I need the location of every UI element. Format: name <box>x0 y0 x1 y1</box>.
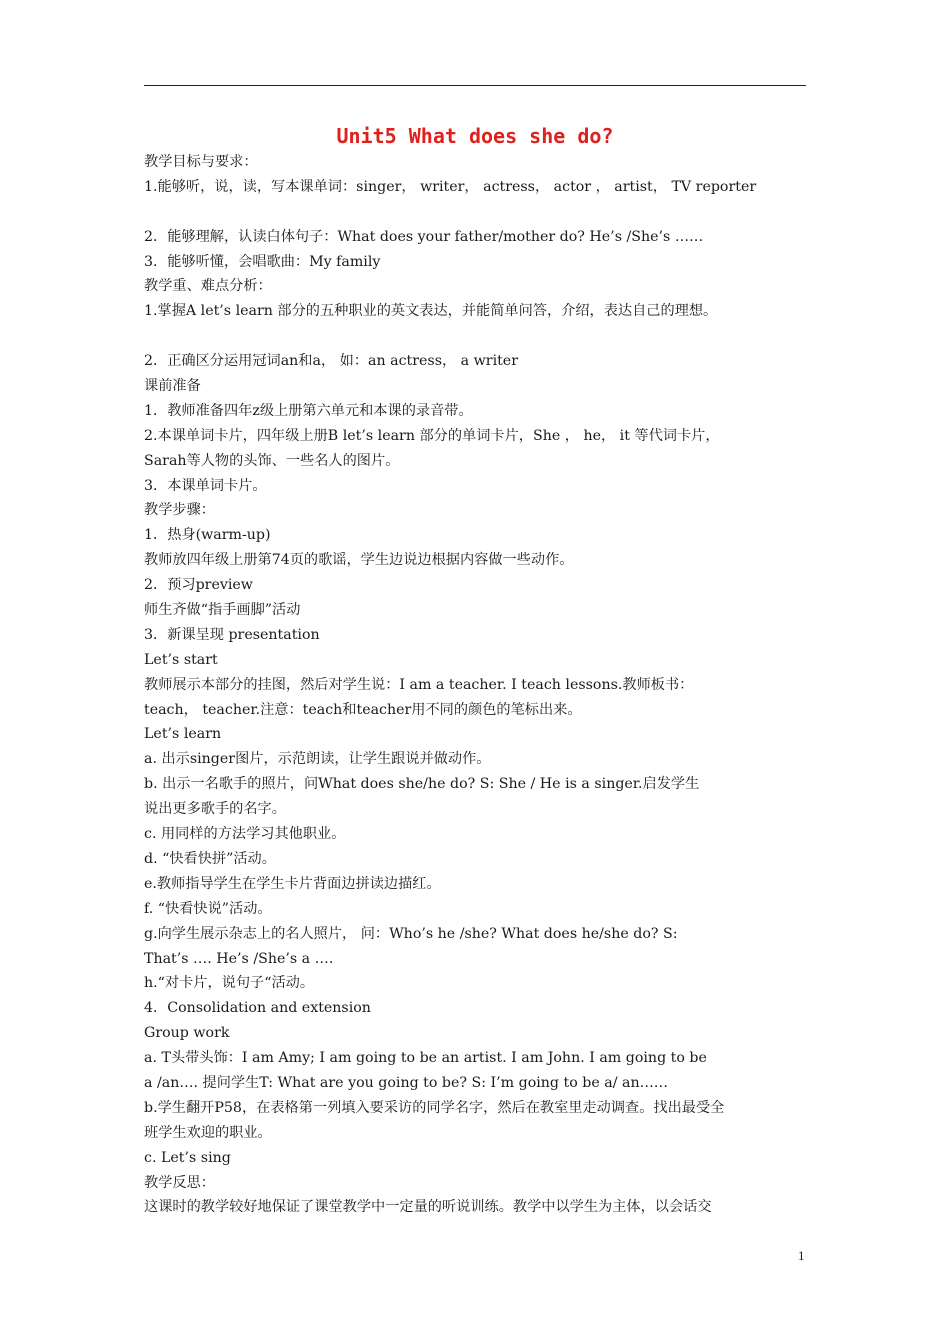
text-line: Sarah等人物的头饰、一些名人的图片。 <box>144 452 400 469</box>
text-line: c. 用同样的方法学习其他职业。 <box>144 826 346 843</box>
text-line: c. Let’s sing <box>144 1149 231 1166</box>
text-line: 师生齐做“指手画脚”活动 <box>144 602 301 619</box>
text-line: 教学步骤： <box>144 502 215 519</box>
text-line: e.教师指导学生在学生卡片背面边拼读边描红。 <box>144 875 441 892</box>
text-line: b. 出示一名歌手的照片，问What does she/he do? S: She / He is a singer.启发学生 <box>144 776 700 793</box>
text-line: 教学反思： <box>144 1174 215 1191</box>
text-line: 教师展示本部分的挂图，然后对学生说：I am a teacher. I teach lessons.教师板书： <box>144 676 694 693</box>
page-number: 1 <box>798 1248 805 1263</box>
text-line: Let’s learn <box>144 726 222 743</box>
text-line: 班学生欢迎的职业。 <box>144 1124 272 1141</box>
text-line: a /an…. 提问学生T: What are you going to be? S: I’m going to be a/ an…… <box>144 1074 668 1091</box>
text-line: 1.掌握A let’s learn 部分的五种职业的英文表达，并能简单问答，介绍，表达自己的理想。 <box>144 303 718 320</box>
text-line: 4．Consolidation and extension <box>144 1000 371 1017</box>
text-line: 教师放四年级上册第74页的歌谣，学生边说边根据内容做一些动作。 <box>144 552 574 569</box>
text-line: a. T头带头饰：I am Amy; I am going to be an artist. I am John. I am going to be <box>144 1050 707 1067</box>
text-line: 2．能够理解，认读白体句子：What does your father/mother do? He’s /She’s …… <box>144 228 704 245</box>
text-line: Group work <box>144 1025 230 1042</box>
text-line: Let’s start <box>144 651 218 668</box>
text-line: 这课时的教学较好地保证了课堂教学中一定量的听说训练。教学中以学生为主体，以会话交 <box>144 1199 712 1216</box>
text-line: 2．正确区分运用冠词an和a， 如：an actress， a writer <box>144 353 518 370</box>
text-line: 1．热身(warm-up) <box>144 527 271 544</box>
text-line: That’s …. He’s /She’s a …. <box>144 950 334 967</box>
header-rule <box>144 85 806 86</box>
blank-line <box>144 200 812 225</box>
text-line: 2.本课单词卡片，四年级上册B let’s learn 部分的单词卡片，She ， he， it 等代词卡片， <box>144 427 720 444</box>
text-line: 3．能够听懂，会唱歌曲：My family <box>144 253 381 270</box>
text-line: 1．教师准备四年z级上册第六单元和本课的录音带。 <box>144 402 473 419</box>
text-line: 2．预习preview <box>144 577 253 594</box>
text-line: teach， teacher.注意：teach和teacher用不同的颜色的笔标出来。 <box>144 701 582 718</box>
text-line: 课前准备 <box>144 378 201 395</box>
text-line: 说出更多歌手的名字。 <box>144 801 286 818</box>
text-line: 3．本课单词卡片。 <box>144 477 267 494</box>
text-line: 1.能够听，说，读，写本课单词：singer， writer， actress， actor ， artist， TV reporter <box>144 178 757 195</box>
document-body <box>144 150 812 1220</box>
text-line: 教学目标与要求： <box>144 154 258 170</box>
text-line: b.学生翻开P58，在表格第一列填入要采访的同学名字，然后在教室里走动调查。找出最受全 <box>144 1099 725 1116</box>
text-line: 教学重、难点分析： <box>144 278 272 295</box>
text-line: f. “快看快说”活动。 <box>144 900 272 917</box>
text-line: h.“对卡片，说句子“活动。 <box>144 975 315 992</box>
blank-line <box>144 324 812 349</box>
document-title: Unit5 What does she do? <box>336 124 614 148</box>
text-line: d. “快看快拼”活动。 <box>144 850 276 867</box>
text-line: g.向学生展示杂志上的名人照片， 问：Who’s he /she? What does he/she do? S: <box>144 925 678 942</box>
text-line: 3．新课呈现 presentation <box>144 626 320 643</box>
text-line: a. 出示singer图片，示范朗读，让学生跟说并做动作。 <box>144 751 491 768</box>
